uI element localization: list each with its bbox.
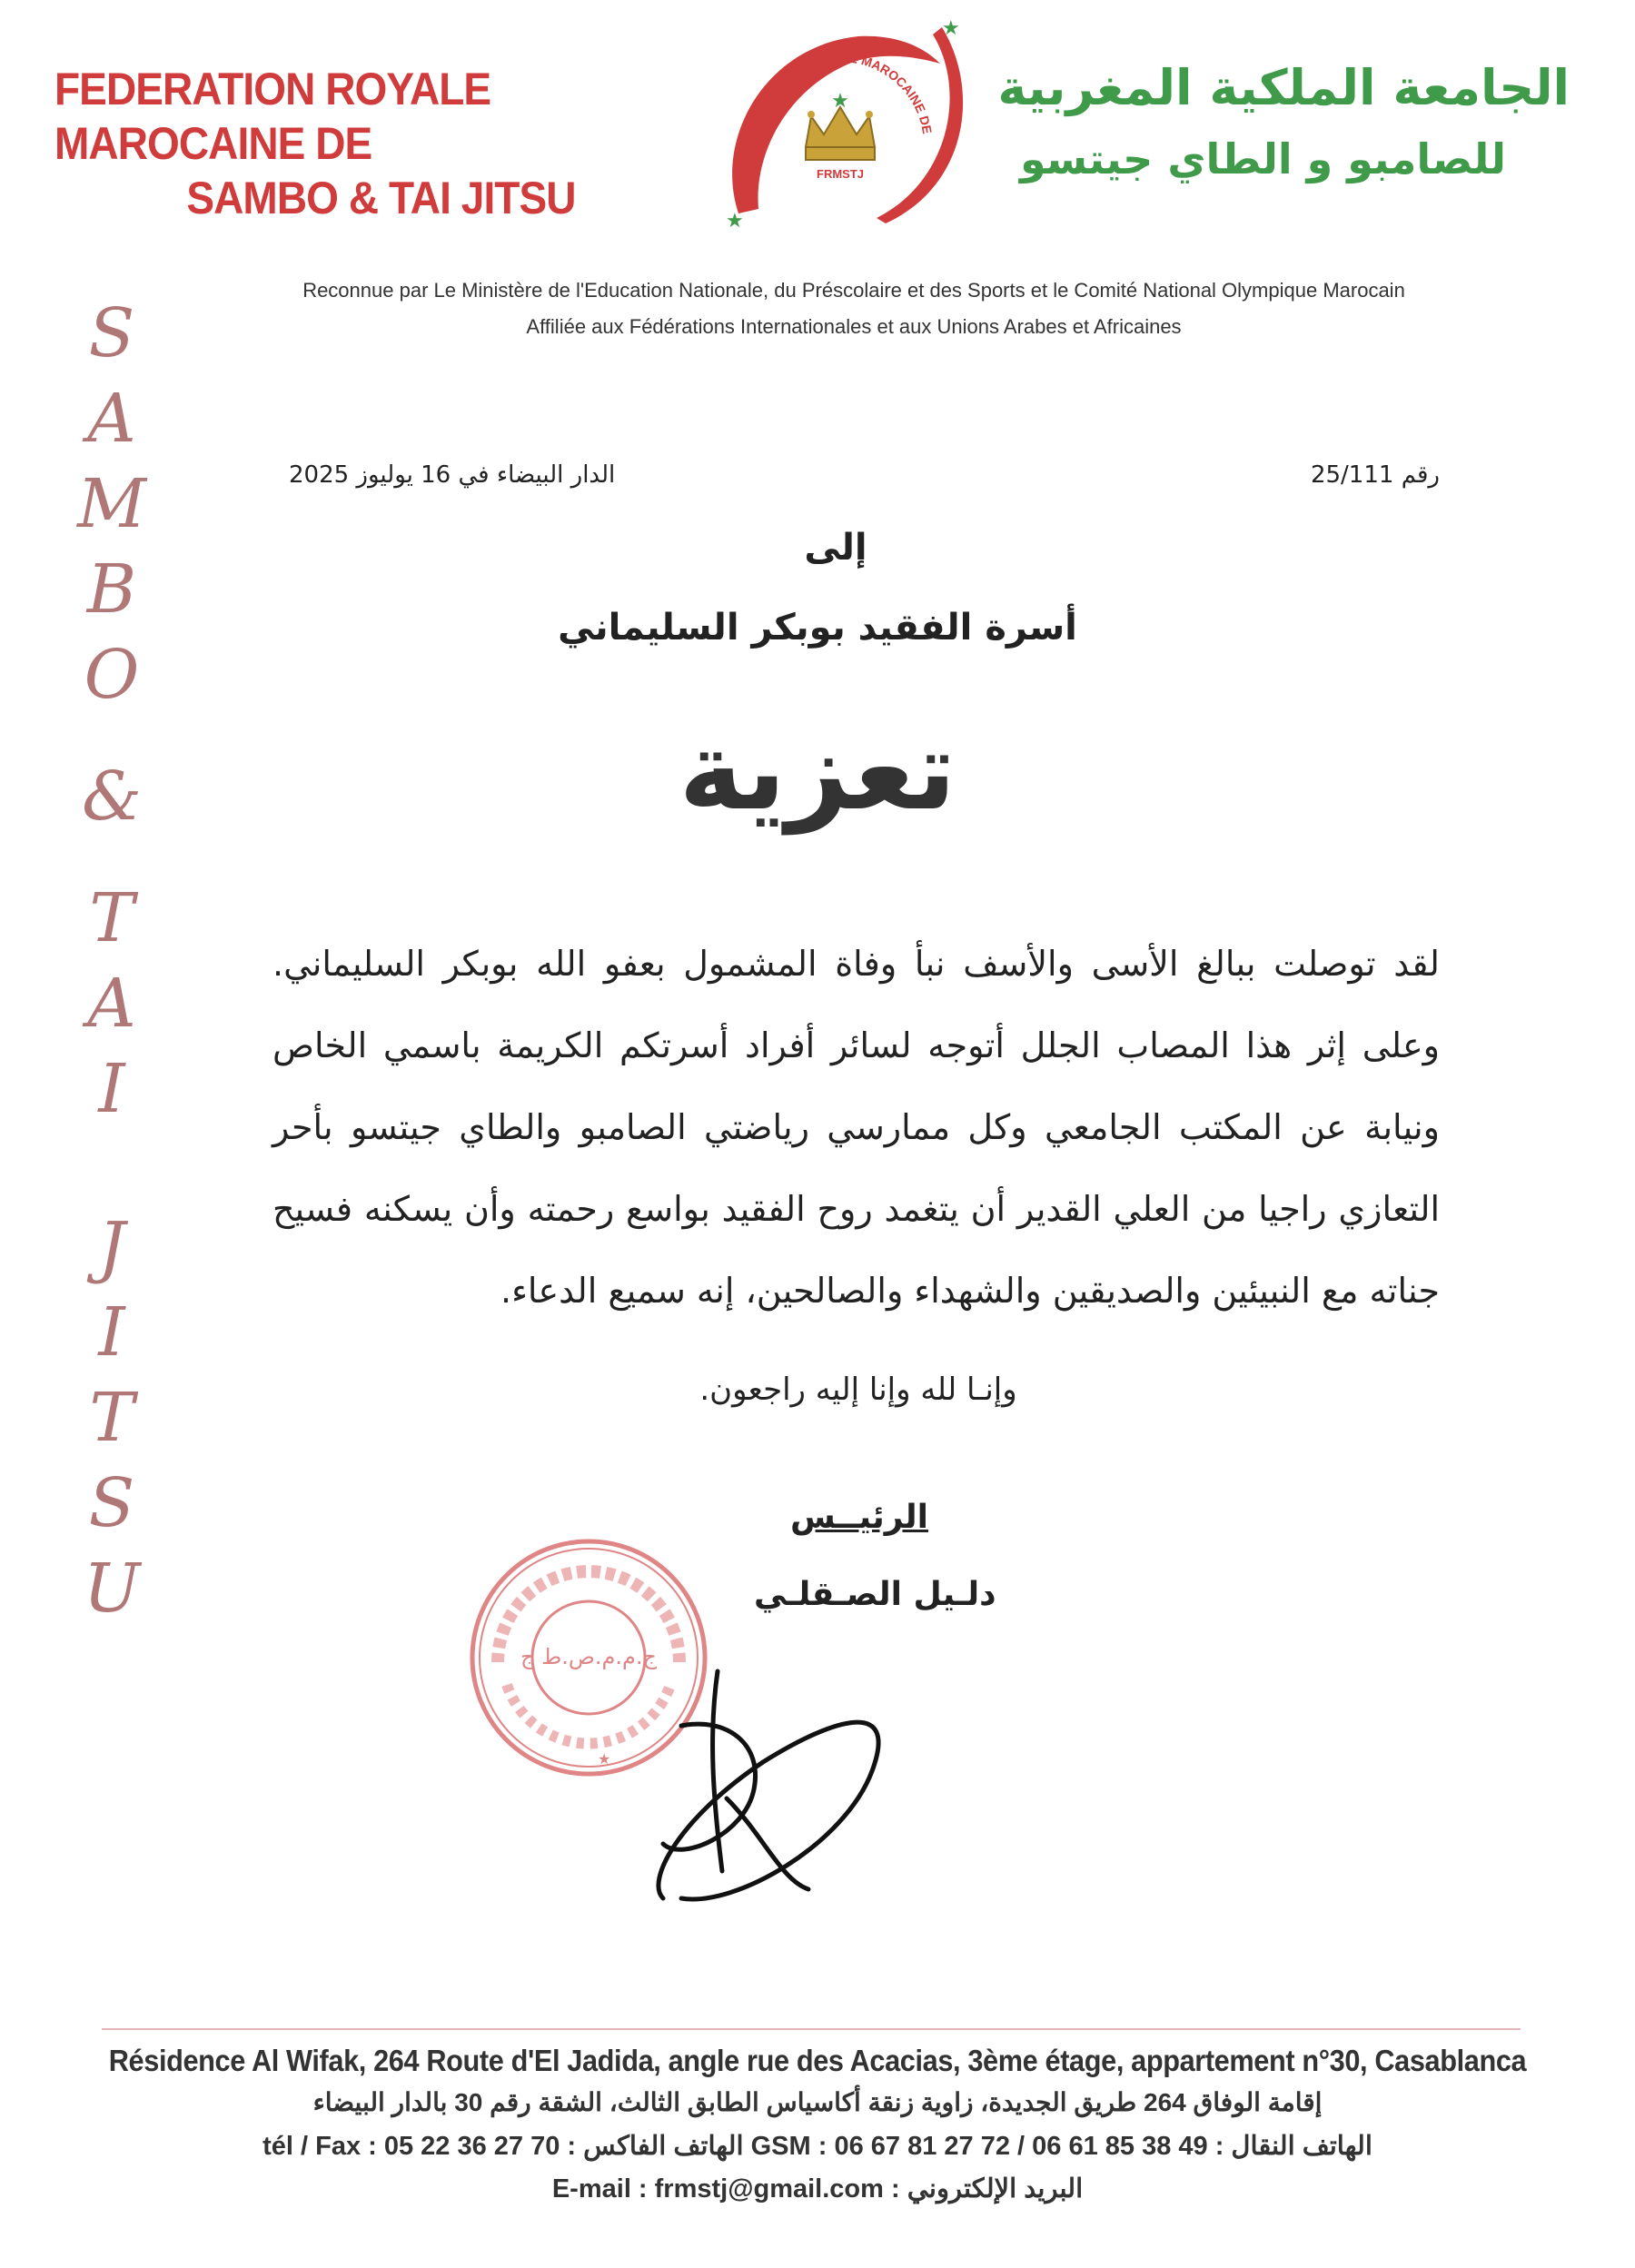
- federation-title-ar-line1: الجامعة الملكية المغربية: [997, 59, 1570, 116]
- side-letter: S: [88, 294, 135, 372]
- side-letter: J: [98, 1208, 125, 1286]
- logo-bottom-text: SAMBO & TAI JITSU: [775, 174, 906, 219]
- federation-title-ar: [916, 53, 1570, 194]
- side-letter: T: [89, 879, 134, 957]
- federation-title-fr-line2: SAMBO & TAI JITSU: [186, 173, 576, 223]
- svg-text:★: ★: [831, 90, 849, 113]
- federation-logo: [704, 9, 976, 236]
- side-letter: I: [98, 1050, 125, 1128]
- footer-address-ar: إقامة الوفاق 264 طريق الجديدة، زاوية زنقة أكاسياس الطابق الثالث، الشقة رقم 30 بالدار البيضاء: [312, 2088, 1323, 2116]
- side-letter: U: [83, 1550, 141, 1628]
- letter-to: إلى: [804, 527, 867, 569]
- federation-title-fr-line1: FEDERATION ROYALE MAROCAINE DE: [54, 64, 491, 169]
- letter-subject: تعزية: [679, 708, 956, 835]
- side-letter: &: [82, 758, 142, 836]
- side-vertical-text: [62, 291, 162, 1631]
- federation-title-fr: [54, 62, 656, 225]
- side-letter: M: [77, 465, 146, 543]
- stamp-center-text: ج.م.م.ص.ط ج: [520, 1644, 658, 1669]
- federation-title-ar-line2: للصامبو و الطاي جيتسو: [1019, 134, 1506, 183]
- footer-phones: tél / Fax : 05 22 36 27 70 : الهاتف الفاكس GSM : 06 67 81 27 72 / 06 61 85 38 49 : الهاتف النقال: [263, 2132, 1372, 2161]
- footer-email: E-mail : frmstj@gmail.com : البريد الإلكتروني: [551, 2174, 1084, 2204]
- side-letter: A: [87, 965, 136, 1043]
- logo-ring-text: FEDERATION ROYALE MAROCAINE DE: [745, 49, 936, 135]
- side-letter: I: [98, 1293, 125, 1372]
- logo-star-icon: ★: [726, 210, 744, 233]
- recognition-line-2: Affiliée aux Fédérations Internationales et aux Unions Arabes et Africaines: [526, 315, 1182, 338]
- recognition-block: [182, 272, 1526, 345]
- signer-title: الرئيــس: [790, 1499, 928, 1536]
- logo-star-icon: ★: [942, 17, 960, 40]
- letter-date: الدار البيضاء في 16 يوليوز 2025: [289, 461, 616, 489]
- letter-recipient: أسرة الفقيد بوبكر السليماني: [558, 607, 1077, 649]
- letter-reference: رقم 25/111: [1310, 461, 1440, 489]
- footer-divider: [102, 2028, 1521, 2030]
- footer-address-fr: Résidence Al Wifak, 264 Route d'El Jadida, angle rue des Acacias, 3ème étage, appartement n°30, Casablanca: [108, 2044, 1527, 2077]
- stamp-star-icon: ★: [598, 1750, 611, 1768]
- side-letter: S: [88, 1464, 135, 1542]
- side-letter: T: [89, 1379, 134, 1457]
- signer-name: دلـيل الصـقلـي: [754, 1576, 996, 1613]
- side-letter: O: [84, 636, 140, 714]
- logo-acronym: FRMSTJ: [817, 167, 864, 181]
- letter-body: لقد توصلت ببالغ الأسى والأسف نبأ وفاة المشمول بعفو الله بوبكر السليماني. وعلى إثر هذا المصاب الجلل أتوجه لسائر أفراد أسرتكم الكريمة باسمي الخاص ونيابة عن المكتب الجامعي وكل ممارسي رياضتي الصامبو والطاي جيتسو بأحر التعازي راجيا من العلي القدير أن يتغمد روح الفقيد بواسع رحمته وأن يسكنه فسيح جناته مع النبيئين والصديقين والشهداء والصالحين، إنه سميع الدعاء.: [272, 944, 1440, 1311]
- signature: [627, 1662, 899, 1916]
- recognition-line-1: Reconnue par Le Ministère de l'Education Nationale, du Préscolaire et des Sports et le Comité National Olympique Marocain: [302, 279, 1405, 302]
- side-letter: A: [87, 380, 136, 458]
- letter-closing: وإنـا لله وإنا إليه راجعون.: [699, 1372, 1017, 1408]
- side-letter: B: [86, 550, 137, 629]
